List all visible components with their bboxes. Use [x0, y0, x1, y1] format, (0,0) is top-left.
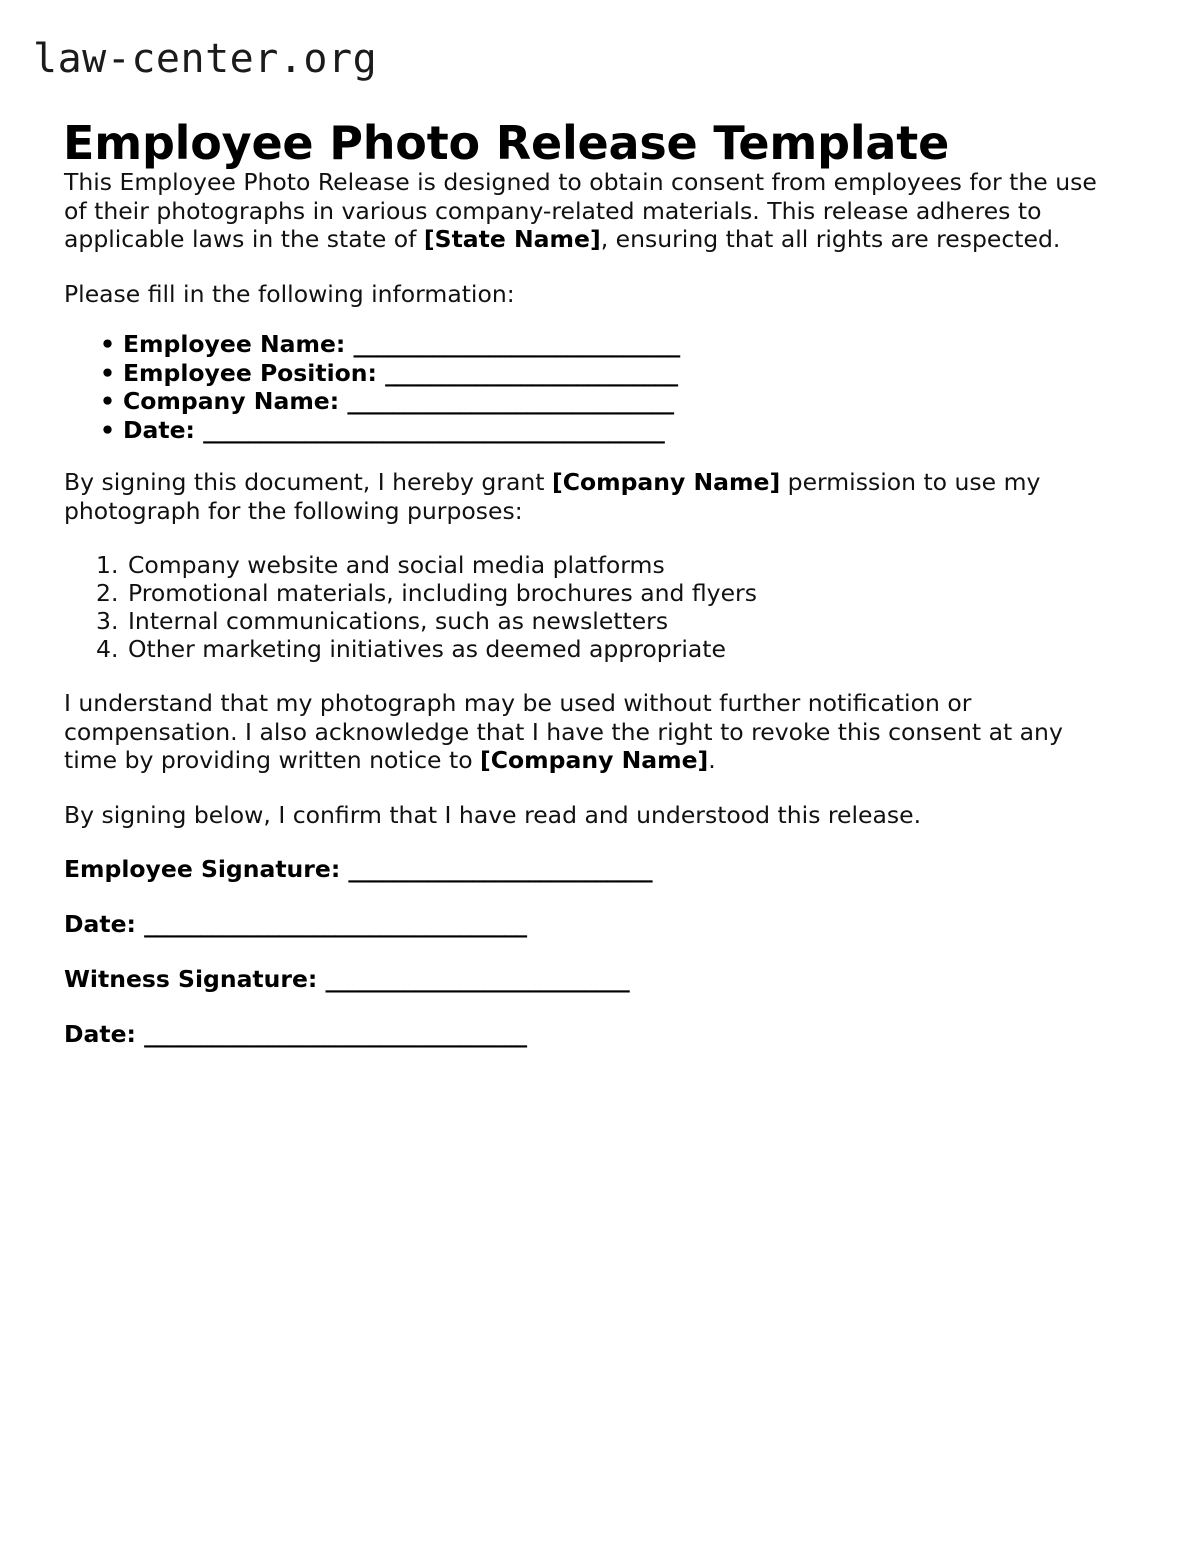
field-label: Employee Name:	[123, 330, 346, 358]
acknowledgement-text-part2: .	[708, 746, 716, 774]
employee-signature-line	[64, 855, 1120, 883]
state-name-placeholder: [State Name]	[423, 225, 601, 253]
list-item	[64, 416, 1120, 445]
site-name: law-center.org	[33, 36, 378, 82]
signature-label: Employee Signature:	[64, 855, 341, 883]
acknowledgement-paragraph	[64, 689, 1120, 775]
grant-paragraph	[64, 468, 1120, 525]
signature-block	[64, 855, 1120, 1048]
field-blank-line[interactable]: _________________________________________	[203, 415, 665, 444]
fill-instruction: Please fill in the following information:	[64, 279, 515, 308]
signature-label: Witness Signature:	[64, 965, 318, 993]
witness-date-line	[64, 1020, 1120, 1048]
list-item: Internal communications, such as newsletters	[128, 607, 669, 635]
signature-blank-line[interactable]: __________________________________	[144, 1020, 527, 1048]
field-blank-line[interactable]: _____________________________	[347, 387, 674, 415]
list-item	[64, 359, 1120, 388]
intro-paragraph	[64, 168, 1120, 254]
signature-label: Date:	[64, 1020, 136, 1048]
confirmation-paragraph: By signing below, I confirm that I have read and understood this release.	[64, 800, 922, 829]
list-item: Company website and social media platforms	[128, 551, 665, 579]
company-name-placeholder: [Company Name]	[551, 468, 781, 496]
field-label: Date:	[123, 415, 195, 444]
document-body	[64, 168, 1120, 1075]
field-label: Company Name:	[123, 387, 340, 415]
signature-blank-line[interactable]: __________________________________	[144, 910, 527, 938]
intro-text-part1: This Employee Photo Release is designed to obtain consent from employees for the use of their photographs in various company-related materials. This release adheres to applicable laws in the state of	[64, 168, 1097, 253]
employee-date-line	[64, 910, 1120, 938]
purposes-list	[64, 551, 1120, 663]
acknowledgement-text-part1: I understand that my photograph may be used without further notification or compensation. I also acknowledge that I have the right to revoke this consent at any time by providing written notice to	[64, 689, 1063, 774]
list-item: Other marketing initiatives as deemed appropriate	[128, 635, 726, 663]
grant-text-part1: By signing this document, I hereby grant	[64, 468, 552, 496]
list-item	[64, 330, 1120, 359]
signature-label: Date:	[64, 910, 136, 938]
page-title: Employee Photo Release Template	[63, 115, 950, 170]
grant-text-part2: permission to use my photograph for the following purposes:	[64, 468, 1041, 525]
fill-in-field-list	[64, 330, 1120, 444]
intro-text-part2: , ensuring that all rights are respected.	[600, 225, 1061, 253]
signature-blank-line[interactable]: ___________________________	[348, 855, 653, 883]
field-blank-line[interactable]: __________________________	[385, 358, 678, 387]
list-item	[64, 387, 1120, 416]
company-name-placeholder: [Company Name]	[480, 746, 709, 774]
witness-signature-line	[64, 965, 1120, 993]
signature-blank-line[interactable]: ___________________________	[325, 965, 630, 993]
field-label: Employee Position:	[123, 358, 377, 387]
field-blank-line[interactable]: _____________________________	[353, 330, 680, 358]
list-item: Promotional materials, including brochures and flyers	[128, 579, 757, 607]
